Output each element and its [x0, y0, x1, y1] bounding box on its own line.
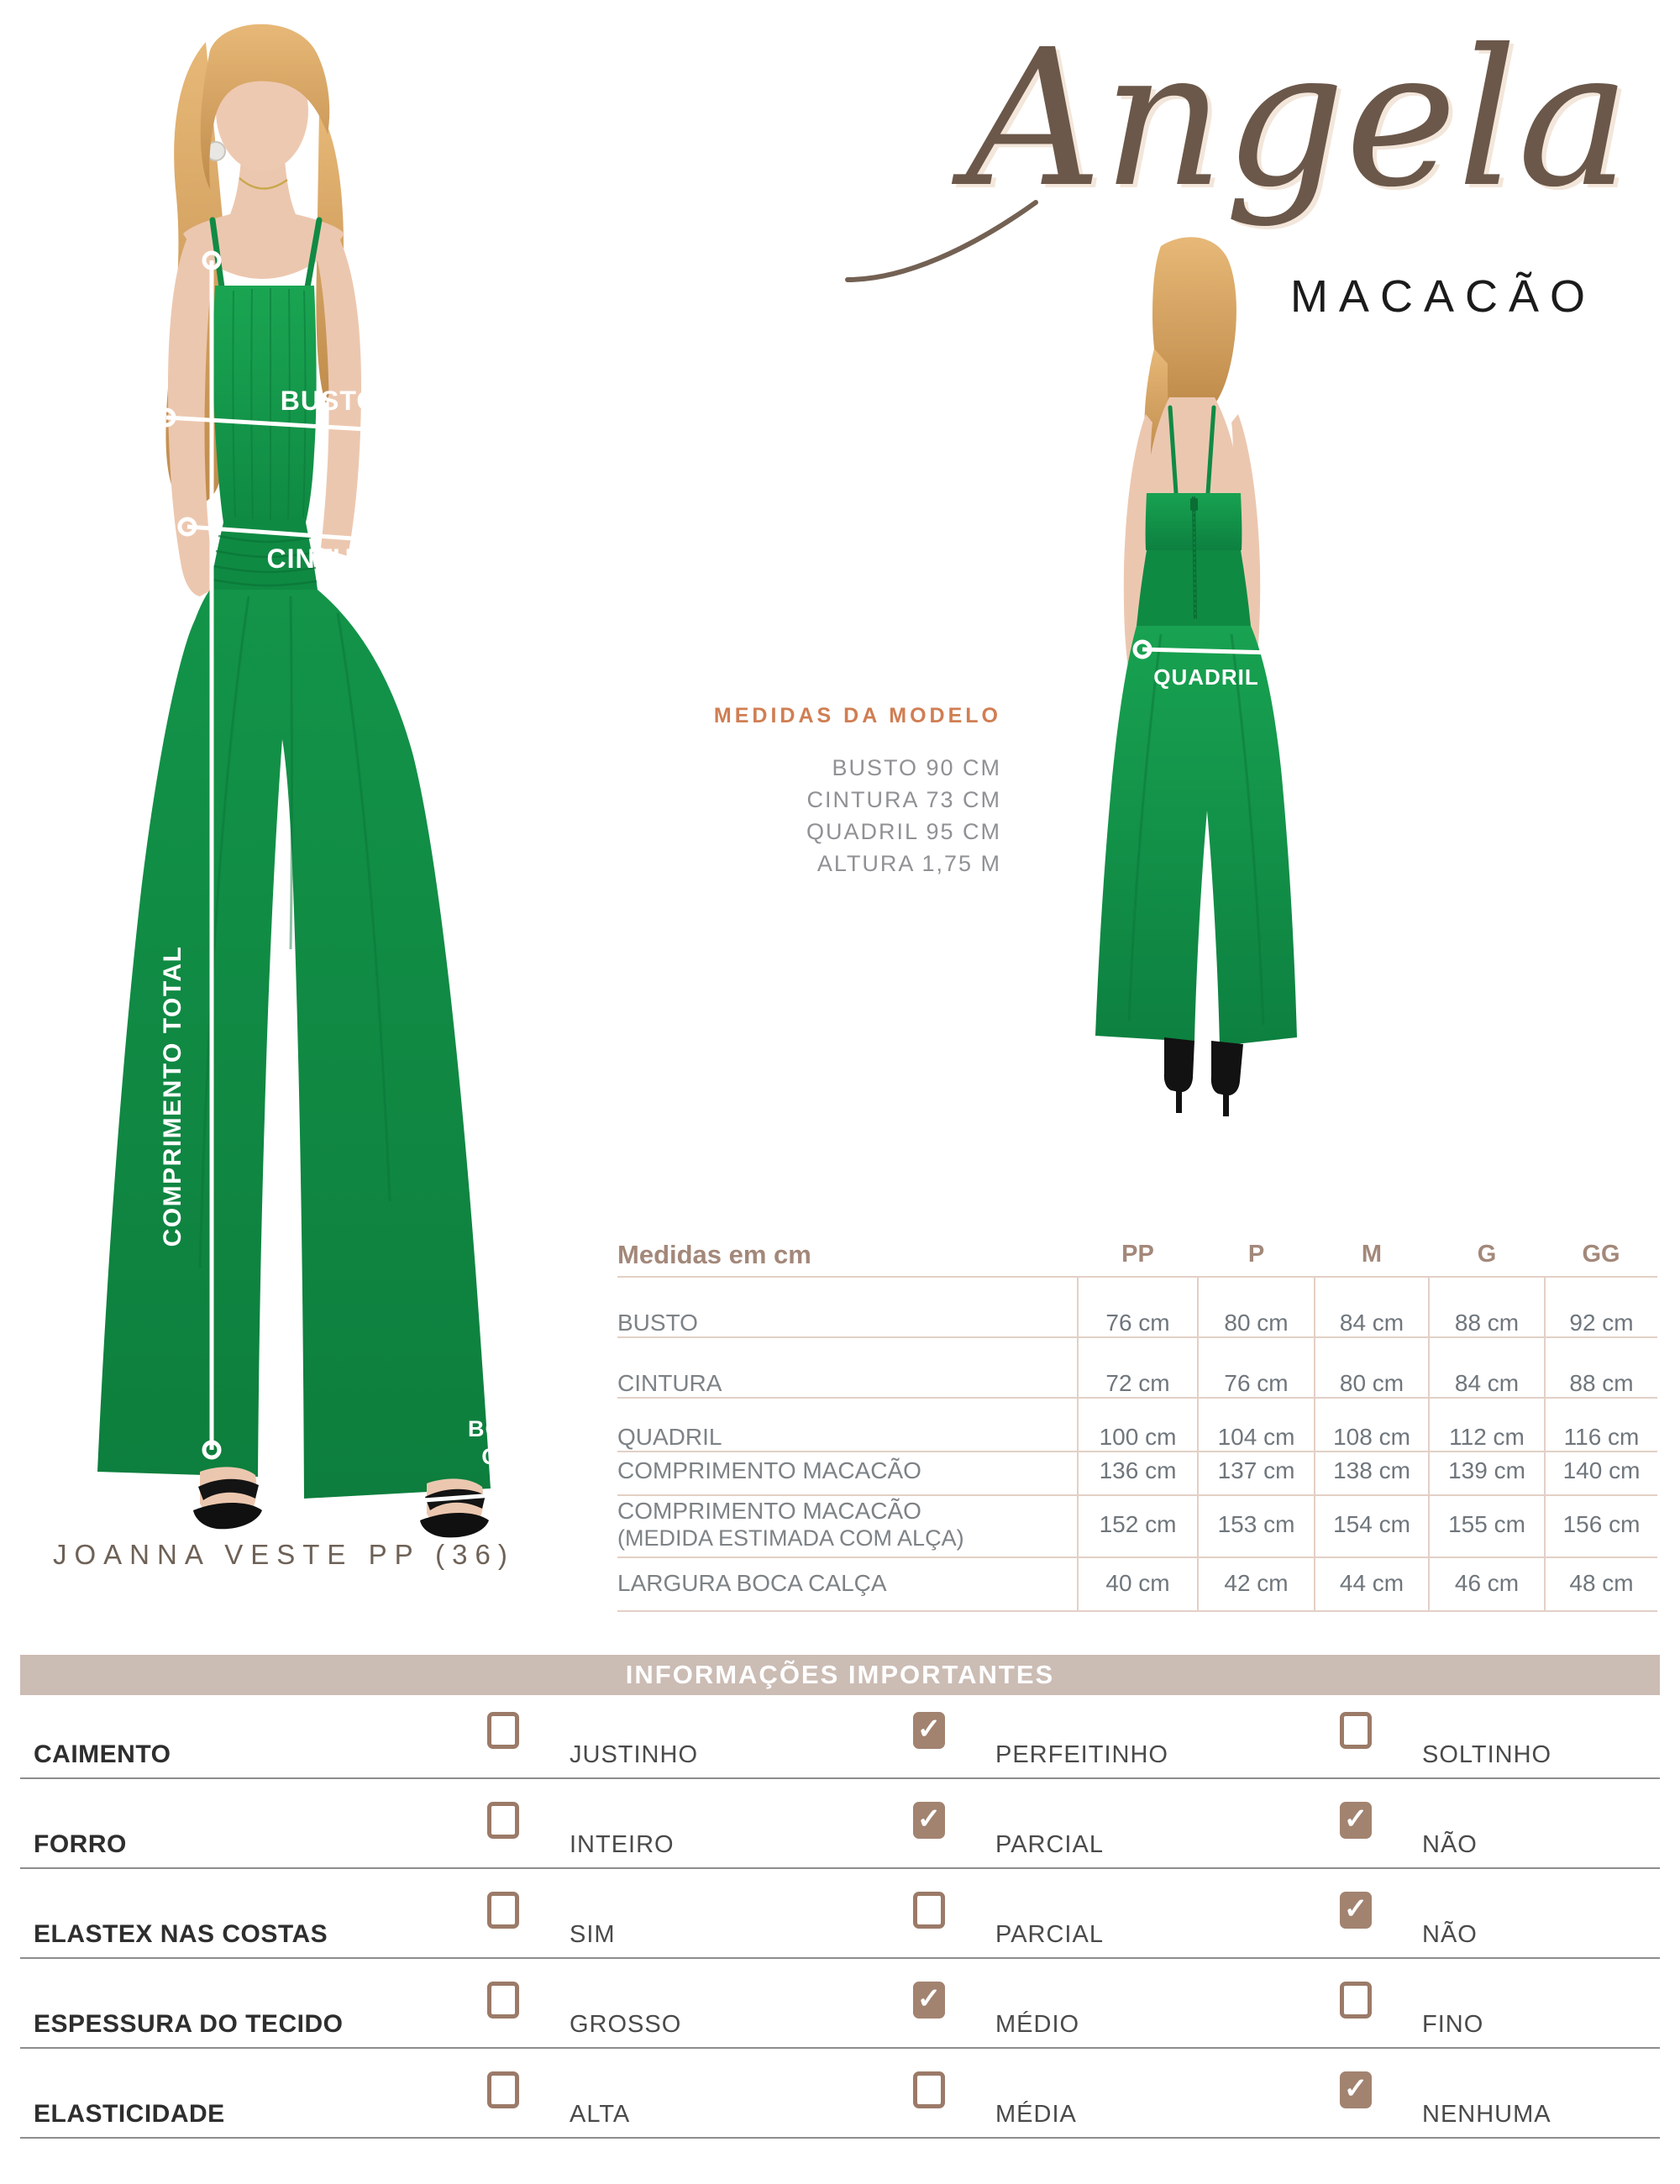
checkbox-soltinho[interactable] [1340, 1712, 1372, 1749]
leg-opening-label-line1: BOCA DA [468, 1416, 579, 1441]
info-section-title: INFORMAÇÕES IMPORTANTES [625, 1660, 1055, 1689]
info-row-label: ELASTICIDADE [34, 2100, 225, 2128]
cell-value: 76 cm [1198, 1337, 1315, 1398]
model-fit-caption: JOANNA VESTE PP (36) [53, 1539, 515, 1570]
size-col-pp: PP [1121, 1241, 1154, 1268]
row-label: CINTURA [617, 1337, 1078, 1398]
cell-value: 44 cm [1315, 1557, 1429, 1611]
option-label: JUSTINHO [570, 1741, 698, 1768]
info-row-label: CAIMENTO [34, 1740, 171, 1768]
cell-value: 140 cm [1545, 1452, 1657, 1495]
size-table [617, 1233, 1657, 1612]
option-label: NÃO [1422, 1921, 1478, 1948]
checkbox-nenhuma[interactable] [1340, 2071, 1372, 2108]
checkbox-perfeitinho[interactable] [913, 1712, 945, 1749]
cell-value: 72 cm [1078, 1337, 1198, 1398]
option-label: PARCIAL [995, 1921, 1104, 1948]
table-row-comprimento-alca [617, 1495, 1657, 1557]
info-row-forro [20, 1779, 1660, 1869]
bust-label: BUSTO [280, 386, 379, 416]
cell-value: 104 cm [1198, 1398, 1315, 1452]
size-table-title: Medidas em cm [617, 1239, 811, 1269]
cell-value: 138 cm [1315, 1452, 1429, 1495]
checkbox-parcial[interactable] [913, 1892, 945, 1929]
back-model-heels [1164, 1037, 1243, 1116]
cell-value: 108 cm [1315, 1398, 1429, 1452]
info-row-espessura [20, 1959, 1660, 2049]
cell-value: 84 cm [1429, 1337, 1545, 1398]
size-col-gg: GG [1582, 1241, 1620, 1268]
cell-value: 100 cm [1078, 1398, 1198, 1452]
checkbox-sim[interactable] [487, 1892, 519, 1929]
cell-value: 92 cm [1545, 1277, 1657, 1337]
cell-value: 136 cm [1078, 1452, 1198, 1495]
model-measurement-bust: BUSTO 90 CM [832, 755, 1001, 780]
cell-value: 88 cm [1429, 1277, 1545, 1337]
cell-value: 76 cm [1078, 1277, 1198, 1337]
cell-value: 112 cm [1429, 1398, 1545, 1452]
checkbox-inteiro[interactable] [487, 1802, 519, 1839]
row-label: BUSTO [617, 1277, 1078, 1337]
option-label: NÃO [1422, 1831, 1478, 1858]
brand-script-text: Angela [966, 9, 1630, 229]
cell-value: 116 cm [1545, 1398, 1657, 1452]
cell-value: 40 cm [1078, 1557, 1198, 1611]
option-label: ALTA [570, 2101, 631, 2128]
table-row-comprimento [617, 1452, 1657, 1495]
checkbox-fino[interactable] [1340, 1982, 1372, 2019]
cell-value: 80 cm [1315, 1337, 1429, 1398]
option-label: SIM [570, 1921, 616, 1948]
waist-label: CINTURA [266, 543, 394, 574]
option-label: SOLTINHO [1422, 1741, 1552, 1768]
row-label [617, 1495, 1078, 1557]
info-row-label: ELASTEX NAS COSTAS [34, 1920, 328, 1948]
leg-opening-label-line2: CALÇA [481, 1444, 565, 1469]
row-label-line1: COMPRIMENTO MACACÃO [617, 1498, 921, 1524]
checkbox-grosso[interactable] [487, 1982, 519, 2019]
option-label: MÉDIA [995, 2101, 1077, 2128]
cell-value: 84 cm [1315, 1277, 1429, 1337]
option-label: FINO [1422, 2011, 1484, 2038]
back-jumpsuit [1095, 407, 1297, 1046]
row-label: QUADRIL [617, 1398, 1078, 1452]
option-label: PERFEITINHO [995, 1741, 1168, 1768]
info-row-caimento [20, 1689, 1660, 1779]
row-label: COMPRIMENTO MACACÃO [617, 1452, 1078, 1495]
option-label: GROSSO [570, 2011, 682, 2038]
back-photo [1084, 231, 1327, 1121]
checkbox-alta[interactable] [487, 2071, 519, 2108]
table-row-largura-boca [617, 1557, 1657, 1611]
product-type-label: MACACÃO [1289, 271, 1596, 322]
checkbox-justinho[interactable] [487, 1712, 519, 1749]
cell-value: 139 cm [1429, 1452, 1545, 1495]
size-col-g: G [1477, 1241, 1497, 1268]
model-measurement-hip: QUADRIL 95 CM [806, 819, 1001, 844]
info-row-label: ESPESSURA DO TECIDO [34, 2010, 344, 2038]
cell-value: 88 cm [1545, 1337, 1657, 1398]
option-label: NENHUMA [1422, 2101, 1551, 2128]
option-label: MÉDIO [995, 2011, 1080, 2038]
info-row-elasticidade [20, 2049, 1660, 2139]
cell-value: 154 cm [1315, 1495, 1429, 1557]
row-label: LARGURA BOCA CALÇA [617, 1557, 1078, 1611]
cell-value: 156 cm [1545, 1495, 1657, 1557]
script-flourish [844, 197, 1046, 290]
front-photo [50, 8, 579, 1546]
table-row-cintura [617, 1337, 1657, 1398]
hip-label: QUADRIL [1153, 664, 1259, 690]
cell-value: 42 cm [1198, 1557, 1315, 1611]
checkbox-medio[interactable] [913, 1982, 945, 2019]
size-col-m: M [1361, 1241, 1383, 1268]
checkbox-media[interactable] [913, 2071, 945, 2108]
cell-value: 46 cm [1429, 1557, 1545, 1611]
info-row-label: FORRO [34, 1830, 127, 1858]
model-measurements-title: MEDIDAS DA MODELO [713, 704, 1001, 727]
checkbox-nao[interactable] [1340, 1802, 1372, 1839]
cell-value: 80 cm [1198, 1277, 1315, 1337]
cell-value: 155 cm [1429, 1495, 1545, 1557]
table-row-busto [617, 1277, 1657, 1337]
cell-value: 137 cm [1198, 1452, 1315, 1495]
row-label-line2: (MEDIDA ESTIMADA COM ALÇA) [617, 1525, 964, 1551]
cell-value: 48 cm [1545, 1557, 1657, 1611]
info-row-elastex [20, 1869, 1660, 1959]
cell-value: 152 cm [1078, 1495, 1198, 1557]
table-row-quadril [617, 1398, 1657, 1452]
option-label: INTEIRO [570, 1831, 675, 1858]
model-measurements [672, 704, 1001, 879]
model-measurement-waist: CINTURA 73 CM [806, 787, 1001, 812]
checkbox-nao[interactable] [1340, 1892, 1372, 1929]
cell-value: 153 cm [1198, 1495, 1315, 1557]
model-measurement-height: ALTURA 1,75 M [816, 851, 1001, 876]
option-label: PARCIAL [995, 1831, 1104, 1858]
size-col-p: P [1247, 1241, 1265, 1268]
checkbox-parcial[interactable] [913, 1802, 945, 1839]
total-length-label: COMPRIMENTO TOTAL [159, 945, 186, 1247]
brand-script-title [966, 9, 1630, 229]
